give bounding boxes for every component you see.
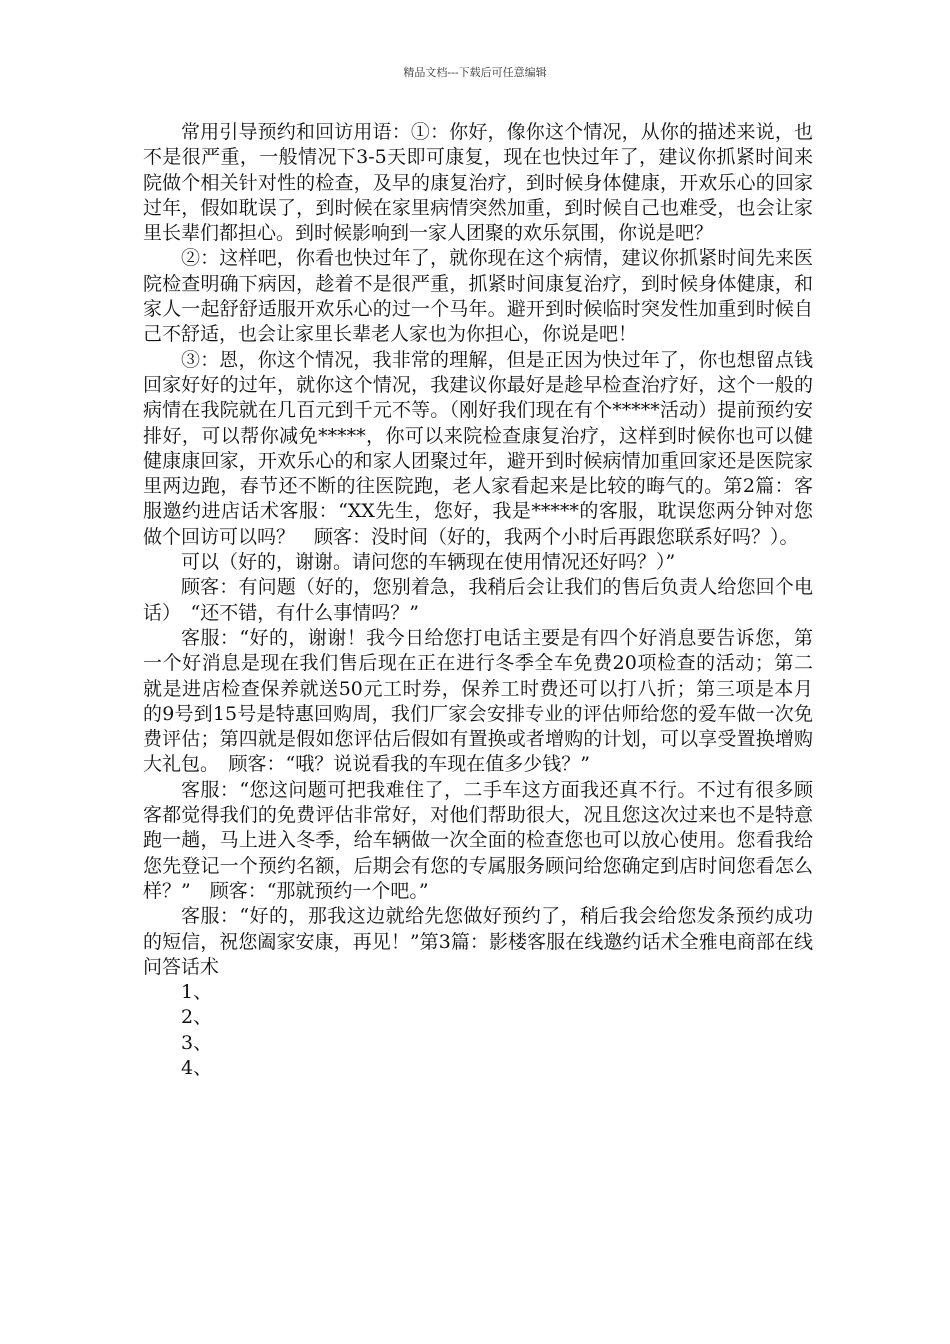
paragraph: 顾客：有问题（好的，您别着急，我稍后会让我们的售后负责人给您回个电话） “还不错，有什么事情吗？” [143,576,813,624]
list-item: 4、 [181,1056,213,1079]
paragraph: ②：这样吧，你看也快过年了，就你现在这个病情，建议你抓紧时间先来医院检查明确下病因，趁着不是很严重，抓紧时间康复治疗，到时候身体健康，和家人一起舒舒适服开欢乐心的过一个马年。避开到时候临时突发性加重到时候自己不舒适，也会让家里长辈老人家也为你担心，你说是吧！ [143,247,813,346]
page-header: 精品文档---下载后可任意编辑 [403,66,547,79]
paragraph: ③：恩，你这个情况，我非常的理解，但是正因为快过年了，你也想留点钱回家好好的过年，就你这个情况，我建议你最好是趁早检查治疗好，这个一般的病情在我院就在几百元到千元不等。（刚好我们现在有个*****活动）提前预约安排好，可以帮你减免*****，你可以来院检查康复治疗，这样到时候你也可以健健康康回家，开欢乐心的和家人团聚过年，避开到时候病情加重回家还是医院家里两边跑，春节还不断的往医院跑，老人家看起来是比较的晦气的。第2篇：客服邀约进店话术客服：“XX先生，您好，我是*****的客服，耽误您两分钟对您做个回访可以吗？ 顾客：没时间（好的，我两个小时后再跟您联系好吗？）。 [143,348,813,548]
paragraph: 可以（好的，谢谢。请问您的车辆现在使用情况还好吗？）” [181,551,676,574]
list-item: 3、 [181,1031,213,1054]
list-item: 2、 [181,1006,213,1029]
paragraph: 常用引导预约和回访用语：①：你好，像你这个情况，从你的描述来说，也不是很严重，一般情况下3-5天即可康复，现在也快过年了，建议你抓紧时间来院做个相关针对性的检查，及早的康复治疗，到时候身体健康，开欢乐心的回家过年，假如耽误了，到时候在家里病情突然加重，到时候自己也难受，也会让家里长辈们都担心。到时候影响到一家人团聚的欢乐氛围，你说是吧？ [143,121,813,245]
document-body [143,120,813,1081]
paragraph: 客服：“好的，谢谢！我今日给您打电话主要是有四个好消息要告诉您，第一个好消息是现在我们售后现在正在进行冬季全车免费20项检查的活动；第二就是进店检查保养就送50元工时券，保养工时费还可以打八折；第三项是本月的9号到15号是特惠回购周，我们厂家会安排专业的评估师给您的爱车做一次免费评估；第四就是假如您评估后假如有置换或者增购的计划，可以享受置换增购大礼包。 顾客：“哦？说说看我的车现在值多少钱？” [143,626,813,776]
list-item: 1、 [181,981,213,1004]
paragraph: 客服：“您这问题可把我难住了，二手车这方面我还真不行。不过有很多顾客都觉得我们的免费评估非常好，对他们帮助很大，况且您这次过来也不是特意跑一趟，马上进入冬季，给车辆做一次全面的检查您也可以放心使用。您看我给您先登记一个预约名额，后期会有您的专属服务顾问给您确定到店时间您看怎么样？” 顾客：“那就预约一个吧。” [143,778,813,902]
paragraph: 客服：“好的，那我这边就给先您做好预约了，稍后我会给您发条预约成功的短信，祝您阖家安康，再见！”第3篇：影楼客服在线邀约话术全雅电商部在线问答话术 [143,905,813,978]
